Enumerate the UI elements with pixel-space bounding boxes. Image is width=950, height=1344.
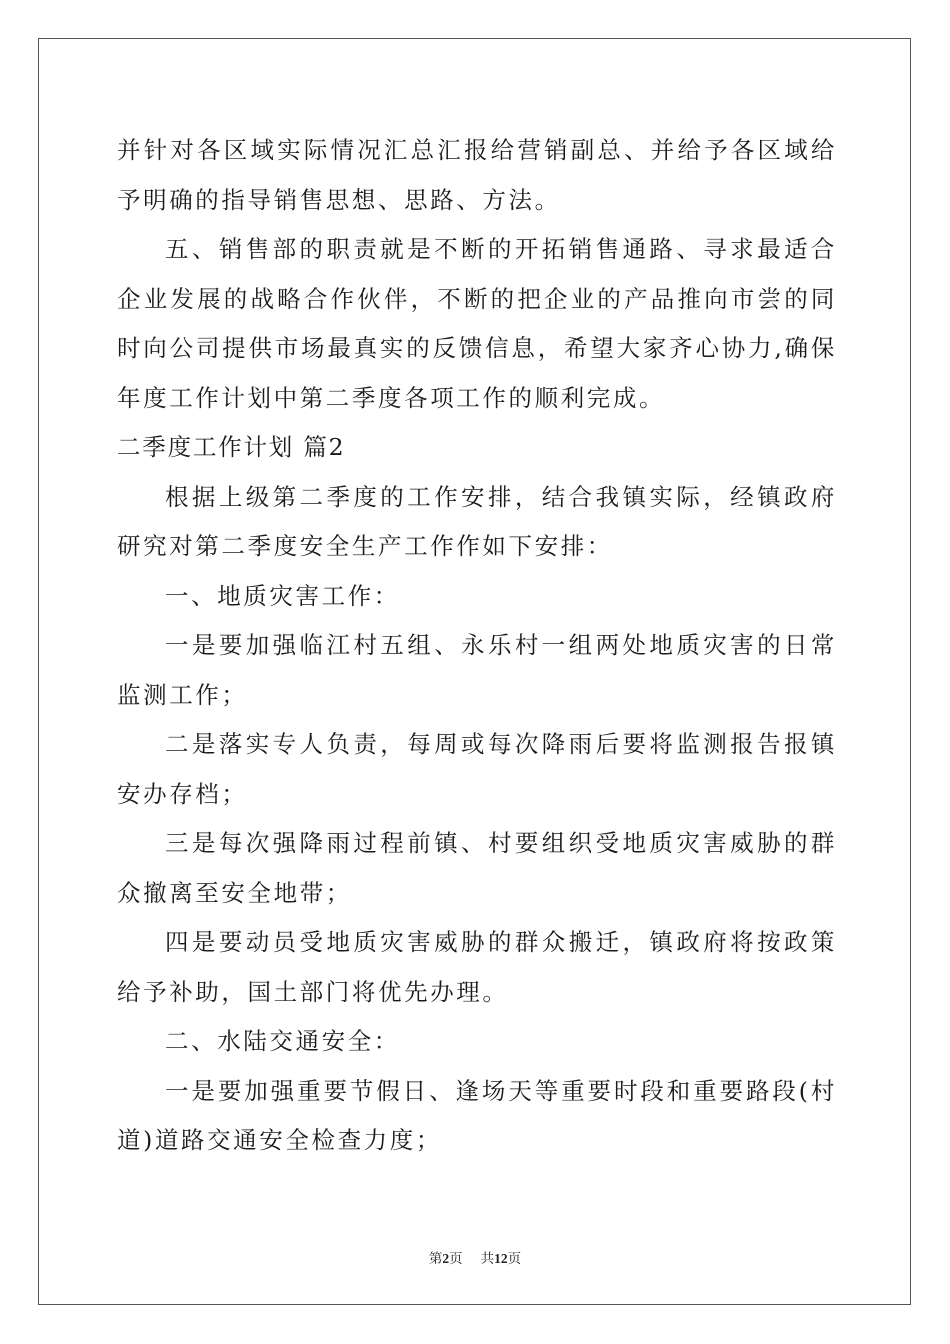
paragraph: 二是落实专人负责，每周或每次降雨后要将监测报告报镇安办存档； [117, 730, 837, 808]
paragraph: 三是每次强降雨过程前镇、村要组织受地质灾害威胁的群众撤离至安全地带； [117, 829, 837, 907]
section-heading: 二季度工作计划 篇2 [117, 433, 346, 461]
total-suffix: 页 [507, 1251, 522, 1266]
paragraph: 一是要加强重要节假日、逢场天等重要时段和重要路段(村道)道路交通安全检查力度； [117, 1076, 837, 1154]
total-prefix: 共 [480, 1251, 495, 1266]
page-number: 2 [442, 1251, 450, 1266]
page-prefix: 第 [428, 1251, 443, 1266]
page-footer [0, 1247, 950, 1267]
paragraph: 一、地质灾害工作： [165, 581, 400, 610]
paragraph: 二、水陆交通安全： [165, 1027, 400, 1055]
total-pages: 12 [494, 1251, 508, 1266]
paragraph: 根据上级第二季度的工作安排，结合我镇实际，经镇政府研究对第二季度安全生产工作作如下安排： [117, 482, 837, 560]
paragraph: 四是要动员受地质灾害威胁的群众搬迁，镇政府将按政策给予补助，国土部门将优先办理。 [117, 928, 837, 1006]
document-body [117, 126, 837, 1166]
paragraph: 并针对各区域实际情况汇总汇报给营销副总、并给予各区域给予明确的指导销售思想、思路、方法。 [117, 136, 837, 214]
paragraph: 一是要加强临江村五组、永乐村一组两处地质灾害的日常监测工作； [117, 631, 837, 709]
page-suffix: 页 [449, 1251, 463, 1266]
paragraph: 五、销售部的职责就是不断的开拓销售通路、寻求最适合企业发展的战略合作伙伴，不断的把企业的产品推向市尝的同时向公司提供市场最真实的反馈信息，希望大家齐心协力,确保年度工作计划中第二季度各项工作的顺利完成。 [117, 235, 837, 412]
